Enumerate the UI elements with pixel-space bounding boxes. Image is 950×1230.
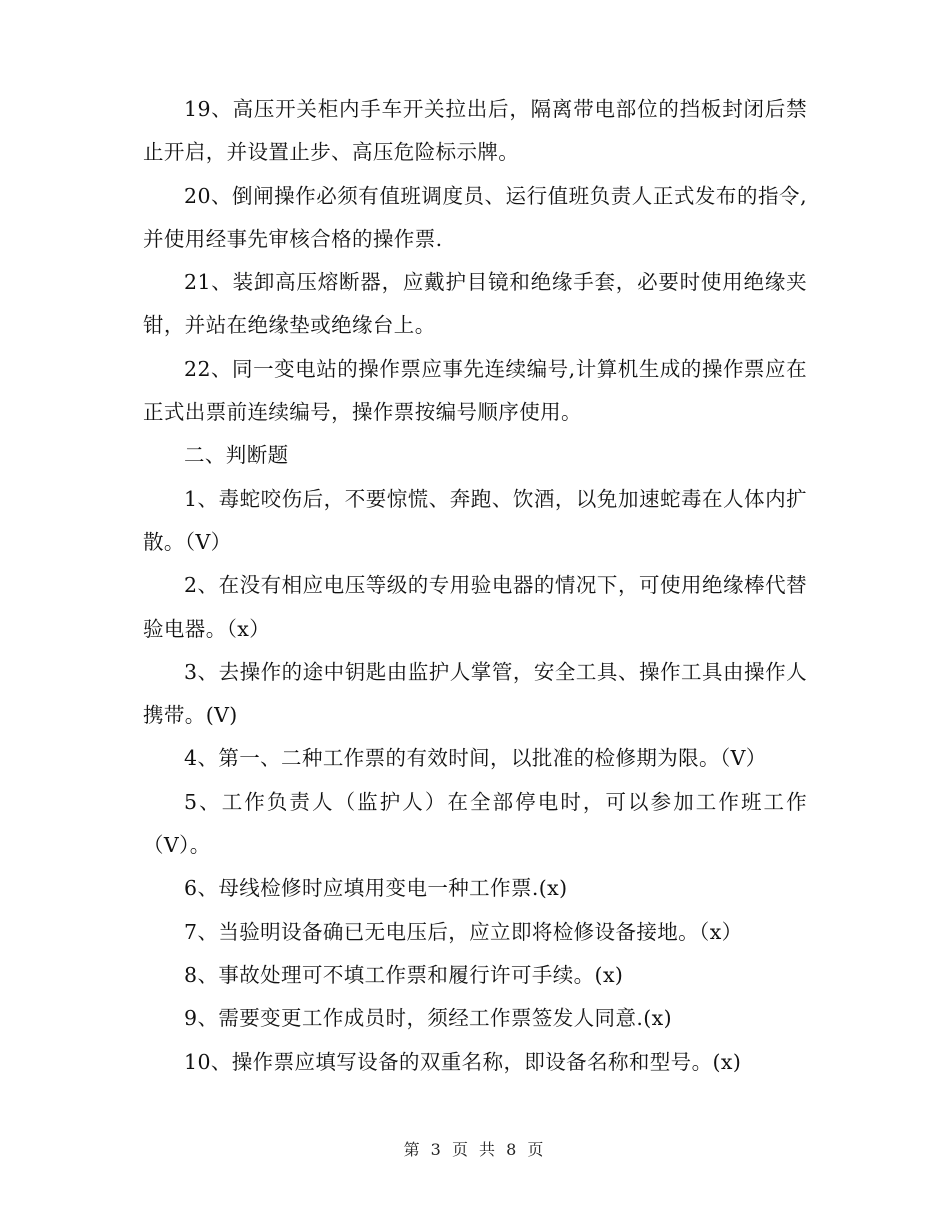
judgment-item-10: 10、操作票应填写设备的双重名称，即设备名称和型号。(x) — [184, 1049, 742, 1074]
judgment-item-3: 3、去操作的途中钥匙由监护人掌管，安全工具、操作工具由操作人携带。(V) — [143, 659, 807, 728]
judgment-item-7: 7、当验明设备确已无电压后，应立即将检修设备接地。（x） — [184, 919, 743, 944]
document-body — [143, 88, 807, 1084]
judgment-item-6: 6、母线检修时应填用变电一种工作票.(x) — [184, 876, 568, 901]
paragraph-item-19: 19、高压开关柜内手车开关拉出后，隔离带电部位的挡板封闭后禁止开启，并设置止步、高压危险标示牌。 — [143, 97, 807, 165]
judgment-item-9: 9、需要变更工作成员时，须经工作票签发人同意.(x) — [184, 1006, 673, 1031]
judgment-item-5: 5、工作负责人（监护人）在全部停电时，可以参加工作班工作（V）。 — [143, 789, 807, 858]
judgment-item-2: 2、在没有相应电压等级的专用验电器的情况下，可使用绝缘棒代替验电器。（x） — [143, 573, 807, 641]
judgment-item-1: 1、毒蛇咬伤后，不要惊慌、奔跑、饮酒，以免加速蛇毒在人体内扩散。（V） — [143, 486, 807, 554]
paragraph-item-22: 22、同一变电站的操作票应事先连续编号,计算机生成的操作票应在正式出票前连续编号，操作票按编号顺序使用。 — [143, 356, 807, 425]
paragraph-item-20: 20、倒闸操作必须有值班调度员、运行值班负责人正式发布的指令,并使用经事先审核合格的操作票. — [143, 183, 807, 251]
judgment-item-4: 4、第一、二种工作票的有效时间，以批准的检修期为限。（V） — [184, 746, 767, 771]
page-number-footer: 第 3 页 共 8 页 — [403, 1140, 547, 1159]
judgment-item-8: 8、事故处理可不填工作票和履行许可手续。(x) — [184, 962, 624, 987]
paragraph-item-21: 21、装卸高压熔断器，应戴护目镜和绝缘手套，必要时使用绝缘夹钳，并站在绝缘垫或绝缘台上。 — [143, 270, 807, 338]
section-heading: 二、判断题 — [184, 443, 289, 468]
